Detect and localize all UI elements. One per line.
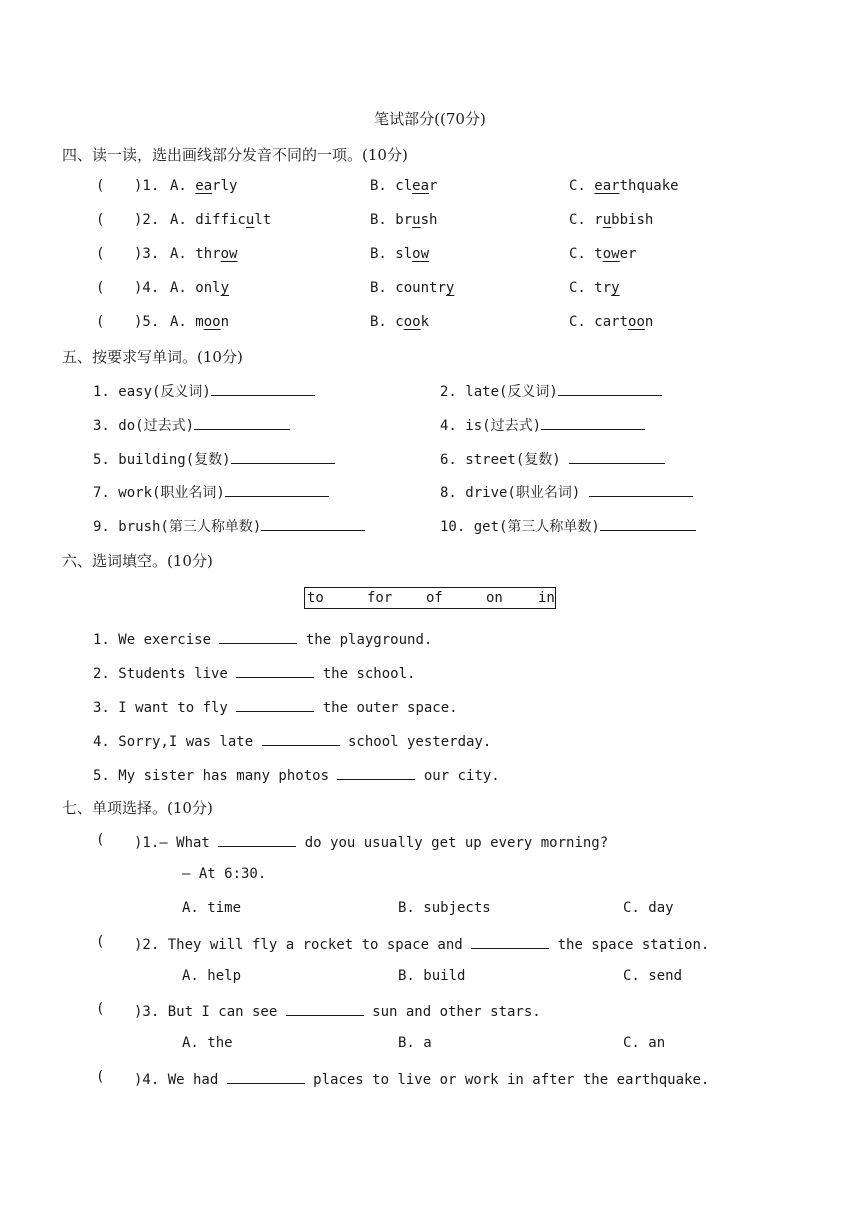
word-post: thquake	[619, 178, 679, 194]
s6-sentence-text	[93, 629, 432, 648]
word-pre: thr	[195, 246, 221, 262]
s4-question-row	[0, 280, 860, 304]
answer-paren: (	[96, 314, 105, 330]
answer-blank[interactable]	[236, 697, 314, 712]
word-bank-item: of	[426, 590, 443, 606]
word-post: sh	[420, 212, 438, 228]
answer-blank[interactable]	[225, 482, 329, 497]
option-b	[370, 178, 437, 194]
answer-paren: (	[96, 212, 105, 228]
sentence-post: school yesterday.	[339, 734, 492, 750]
answer-blank[interactable]	[337, 765, 415, 780]
option-c	[569, 246, 636, 262]
word-bank-item: for	[367, 590, 393, 606]
underlined-part: ea	[195, 178, 213, 194]
word-pre: br	[395, 212, 413, 228]
s7-question-text	[134, 934, 709, 953]
word-task	[440, 415, 645, 435]
s7-question-text	[134, 1069, 709, 1088]
answer-paren: (	[96, 1069, 105, 1085]
answer-blank[interactable]	[589, 482, 693, 497]
underlined-part: u	[412, 212, 421, 228]
word-task-label: 10. get(第三人称单数)	[440, 519, 600, 535]
question-number: )3.	[134, 246, 160, 262]
underlined-part: ow	[412, 246, 430, 262]
s7-question	[0, 1001, 860, 1025]
word-post: er	[619, 246, 637, 262]
answer-paren: (	[96, 1001, 105, 1017]
underlined-part: oo	[403, 314, 421, 330]
s6-sentence-text	[93, 731, 491, 750]
s5-row	[0, 449, 860, 473]
sentence-pre: 3. I want to fly	[93, 700, 237, 716]
s6-sentence	[0, 663, 860, 687]
word-task	[93, 516, 365, 536]
option-label: B.	[370, 246, 387, 262]
word-post: rly	[212, 178, 238, 194]
word-pre: m	[195, 314, 204, 330]
word-pre: onl	[195, 280, 221, 296]
s6-sentence	[0, 697, 860, 721]
word-bank-item: to	[307, 590, 324, 606]
s4-question-row	[0, 212, 860, 236]
word-task-label: 4. is(过去式)	[440, 418, 542, 434]
section-6-heading: 六、选词填空。(10分)	[62, 552, 213, 570]
s7-options	[0, 1035, 860, 1059]
word-post: r	[429, 178, 438, 194]
s4-question-row	[0, 178, 860, 202]
section-5-heading: 五、按要求写单词。(10分)	[62, 348, 243, 366]
option-b	[370, 314, 429, 330]
word-post: k	[420, 314, 430, 330]
question-number: )4.	[134, 280, 160, 296]
s5-row	[0, 516, 860, 540]
option-a: A. help	[182, 968, 242, 984]
underlined-part: y	[611, 280, 620, 296]
option-c: C. an	[623, 1035, 666, 1051]
option-c: C. send	[623, 968, 683, 984]
underlined-part: ea	[412, 178, 430, 194]
option-label: A.	[170, 246, 187, 262]
s7-options	[0, 900, 860, 924]
answer-paren: (	[96, 934, 105, 950]
s6-sentence	[0, 629, 860, 653]
s6-sentence-text	[93, 663, 415, 682]
section-4-heading: 四、读一读，选出画线部分发音不同的一项。(10分)	[62, 146, 408, 164]
word-task	[93, 449, 335, 469]
underlined-part: oo	[203, 314, 221, 330]
answer-blank[interactable]	[558, 381, 662, 396]
s7-options	[0, 968, 860, 992]
word-pre: tr	[594, 280, 612, 296]
option-b	[370, 246, 429, 262]
answer-blank[interactable]	[569, 449, 665, 464]
s7-question	[0, 934, 860, 958]
word-post: bbish	[611, 212, 654, 228]
word-bank-item: in	[538, 590, 555, 606]
word-bank-item: on	[486, 590, 503, 606]
answer-blank[interactable]	[261, 516, 365, 531]
answer-paren: (	[96, 832, 105, 848]
s6-sentence-text	[93, 697, 458, 716]
sentence-post: the outer space.	[314, 700, 458, 716]
option-label: B.	[370, 178, 387, 194]
answer-blank[interactable]	[218, 832, 296, 847]
underlined-part: u	[602, 212, 612, 228]
word-pre: cart	[594, 314, 629, 330]
answer-blank[interactable]	[227, 1069, 305, 1084]
word-task-label: 2. late(反义词)	[440, 384, 558, 400]
dialogue-reply: — At 6:30.	[182, 866, 267, 882]
question-post: the space station.	[549, 937, 710, 953]
word-task	[93, 482, 329, 502]
s6-sentence-text	[93, 765, 500, 784]
underlined-part: ow	[602, 246, 620, 262]
page-title: 笔试部分((70分)	[374, 110, 486, 128]
sentence-pre: 1. We exercise	[93, 632, 220, 648]
word-task-label: 9. brush(第三人称单数)	[93, 519, 262, 535]
word-task	[440, 516, 696, 536]
option-a	[170, 212, 271, 228]
question-number: )1.	[134, 178, 160, 194]
s7-question-text	[134, 1001, 541, 1020]
option-a	[170, 280, 229, 296]
section-7-heading: 七、单项选择。(10分)	[62, 799, 213, 817]
s5-row	[0, 415, 860, 439]
option-label: C.	[569, 212, 586, 228]
answer-blank[interactable]	[262, 731, 340, 746]
option-label: A.	[170, 178, 187, 194]
word-pre: cl	[395, 178, 413, 194]
word-task	[93, 381, 315, 401]
s7-answer-line	[0, 866, 860, 890]
sentence-post: the school.	[314, 666, 416, 682]
option-label: B.	[370, 314, 387, 330]
underlined-part: y	[445, 280, 455, 296]
answer-blank[interactable]	[194, 415, 290, 430]
option-a	[170, 246, 237, 262]
sentence-post: our city.	[415, 768, 500, 784]
word-pre: countr	[395, 280, 446, 296]
question-post: places to live or work in after the earthquake.	[304, 1072, 710, 1088]
s4-question-row	[0, 246, 860, 270]
answer-blank[interactable]	[286, 1001, 364, 1016]
s7-question-text	[134, 832, 608, 851]
s7-question	[0, 832, 860, 856]
option-label: A.	[170, 212, 187, 228]
word-pre: r	[594, 212, 603, 228]
sentence-pre: 5. My sister has many photos	[93, 768, 338, 784]
word-post: n	[644, 314, 654, 330]
word-task-label: 5. building(复数)	[93, 452, 231, 468]
option-label: C.	[569, 280, 586, 296]
underlined-part: oo	[628, 314, 645, 330]
question-pre: )4. We had	[134, 1072, 227, 1088]
answer-blank[interactable]	[471, 934, 549, 949]
underlined-part: ear	[594, 178, 620, 194]
answer-blank[interactable]	[211, 381, 315, 396]
option-label: C.	[569, 246, 586, 262]
option-label: C.	[569, 314, 586, 330]
answer-paren: (	[96, 246, 105, 262]
option-a: A. time	[182, 900, 242, 916]
word-task-label: 3. do(过去式)	[93, 418, 195, 434]
option-c	[569, 212, 653, 228]
question-post: sun and other stars.	[363, 1004, 541, 1020]
word-task-label: 1. easy(反义词)	[93, 384, 211, 400]
word-task-label: 7. work(职业名词)	[93, 485, 225, 501]
answer-blank[interactable]	[541, 415, 645, 430]
s6-sentence	[0, 731, 860, 755]
word-task-label: 8. drive(职业名词)	[440, 485, 589, 501]
word-task	[440, 482, 693, 502]
question-post: do you usually get up every morning?	[296, 835, 609, 851]
answer-blank[interactable]	[219, 629, 297, 644]
option-label: B.	[370, 280, 387, 296]
option-label: A.	[170, 314, 187, 330]
sentence-pre: 2. Students live	[93, 666, 237, 682]
option-label: A.	[170, 280, 187, 296]
question-pre: )2. They will fly a rocket to space and	[134, 937, 472, 953]
option-b	[370, 212, 437, 228]
option-label: C.	[569, 178, 586, 194]
question-number: )5.	[134, 314, 160, 330]
option-label: B.	[370, 212, 387, 228]
sentence-post: the playground.	[297, 632, 433, 648]
s5-row	[0, 482, 860, 506]
option-b: B. a	[398, 1035, 432, 1051]
option-b: B. subjects	[398, 900, 491, 916]
s5-row	[0, 381, 860, 405]
option-c	[569, 280, 620, 296]
s4-question-row	[0, 314, 860, 338]
word-pre: t	[594, 246, 603, 262]
word-task	[440, 449, 665, 469]
underlined-part: u	[245, 212, 255, 228]
option-a: A. the	[182, 1035, 233, 1051]
question-pre: )1.— What	[134, 835, 219, 851]
answer-blank[interactable]	[231, 449, 335, 464]
option-a	[170, 314, 229, 330]
question-number: )2.	[134, 212, 160, 228]
option-b	[370, 280, 454, 296]
sentence-pre: 4. Sorry,I was late	[93, 734, 262, 750]
underlined-part: ow	[220, 246, 238, 262]
word-task	[93, 415, 290, 435]
word-task	[440, 381, 662, 401]
word-task-label: 6. street(复数)	[440, 452, 570, 468]
word-pre: diffic	[195, 212, 246, 228]
question-pre: )3. But I can see	[134, 1004, 286, 1020]
answer-paren: (	[96, 280, 105, 296]
word-pre: sl	[395, 246, 413, 262]
option-c: C. day	[623, 900, 674, 916]
underlined-part: y	[220, 280, 230, 296]
answer-blank[interactable]	[600, 516, 696, 531]
word-bank-box	[304, 587, 556, 609]
word-post: lt	[254, 212, 272, 228]
option-c	[569, 178, 679, 194]
answer-blank[interactable]	[236, 663, 314, 678]
option-b: B. build	[398, 968, 466, 984]
s7-question	[0, 1069, 860, 1093]
word-pre: c	[395, 314, 404, 330]
answer-paren: (	[96, 178, 105, 194]
s6-sentence	[0, 765, 860, 789]
option-c	[569, 314, 653, 330]
option-a	[170, 178, 237, 194]
word-post: n	[220, 314, 230, 330]
